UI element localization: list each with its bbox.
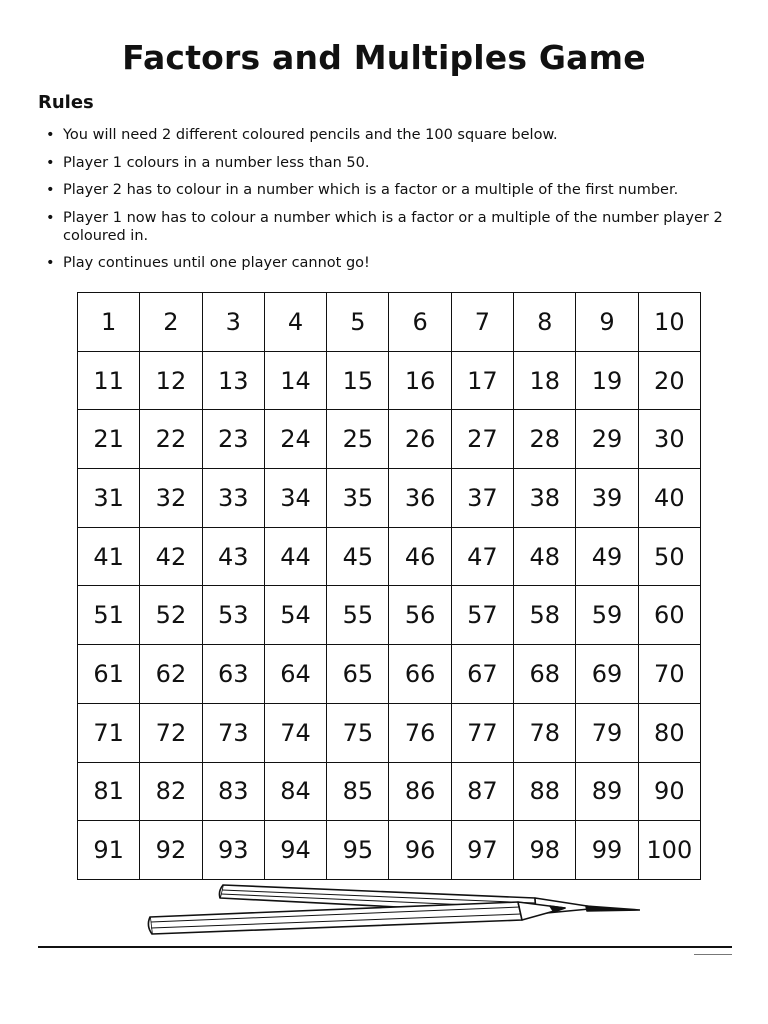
grid-cell[interactable]: 3 — [202, 293, 264, 352]
grid-cell[interactable]: 16 — [389, 351, 451, 410]
grid-cell[interactable]: 63 — [202, 645, 264, 704]
grid-cell[interactable]: 75 — [327, 703, 389, 762]
grid-cell[interactable]: 32 — [140, 469, 202, 528]
grid-cell[interactable]: 78 — [514, 703, 576, 762]
grid-cell[interactable]: 61 — [78, 645, 140, 704]
grid-cell[interactable]: 33 — [202, 469, 264, 528]
grid-cell[interactable]: 31 — [78, 469, 140, 528]
grid-cell[interactable]: 4 — [264, 293, 326, 352]
rule-item: • Play continues until one player cannot go! — [40, 254, 740, 272]
grid-cell[interactable]: 27 — [451, 410, 513, 469]
grid-cell[interactable]: 18 — [514, 351, 576, 410]
rule-item: • Player 2 has to colour in a number which is a factor or a multiple of the first number. — [40, 181, 740, 199]
grid-cell[interactable]: 74 — [264, 703, 326, 762]
grid-cell[interactable]: 24 — [264, 410, 326, 469]
grid-cell[interactable]: 14 — [264, 351, 326, 410]
grid-cell[interactable]: 79 — [576, 703, 638, 762]
grid-cell[interactable]: 5 — [327, 293, 389, 352]
grid-cell[interactable]: 2 — [140, 293, 202, 352]
grid-cell[interactable]: 93 — [202, 821, 264, 880]
grid-cell[interactable]: 70 — [638, 645, 700, 704]
page-title: Factors and Multiples Game — [122, 38, 646, 77]
grid-cell[interactable]: 94 — [264, 821, 326, 880]
grid-cell[interactable]: 83 — [202, 762, 264, 821]
grid-cell[interactable]: 90 — [638, 762, 700, 821]
grid-cell[interactable]: 8 — [514, 293, 576, 352]
grid-cell[interactable]: 53 — [202, 586, 264, 645]
grid-cell[interactable]: 43 — [202, 527, 264, 586]
grid-cell[interactable]: 89 — [576, 762, 638, 821]
grid-cell[interactable]: 48 — [514, 527, 576, 586]
grid-cell[interactable]: 55 — [327, 586, 389, 645]
grid-cell[interactable]: 35 — [327, 469, 389, 528]
grid-cell[interactable]: 20 — [638, 351, 700, 410]
grid-cell[interactable]: 46 — [389, 527, 451, 586]
grid-cell[interactable]: 67 — [451, 645, 513, 704]
grid-cell[interactable]: 50 — [638, 527, 700, 586]
grid-cell[interactable]: 41 — [78, 527, 140, 586]
grid-cell[interactable]: 23 — [202, 410, 264, 469]
grid-cell[interactable]: 17 — [451, 351, 513, 410]
grid-row — [78, 293, 701, 352]
grid-cell[interactable]: 10 — [638, 293, 700, 352]
rules-list — [40, 126, 740, 282]
grid-cell[interactable]: 99 — [576, 821, 638, 880]
grid-cell[interactable]: 84 — [264, 762, 326, 821]
grid-cell[interactable]: 12 — [140, 351, 202, 410]
rule-item: • Player 1 colours in a number less than 50. — [40, 154, 740, 172]
grid-cell[interactable]: 29 — [576, 410, 638, 469]
rule-item: • You will need 2 different coloured pencils and the 100 square below. — [40, 126, 740, 144]
grid-cell[interactable]: 54 — [264, 586, 326, 645]
grid-cell[interactable]: 69 — [576, 645, 638, 704]
grid-row — [78, 586, 701, 645]
grid-cell[interactable]: 11 — [78, 351, 140, 410]
footer-divider — [38, 946, 732, 948]
grid-cell[interactable]: 37 — [451, 469, 513, 528]
grid-cell[interactable]: 38 — [514, 469, 576, 528]
grid-cell[interactable]: 36 — [389, 469, 451, 528]
grid-cell[interactable]: 65 — [327, 645, 389, 704]
grid-cell[interactable]: 15 — [327, 351, 389, 410]
grid-cell[interactable]: 72 — [140, 703, 202, 762]
grid-cell[interactable]: 56 — [389, 586, 451, 645]
grid-cell[interactable]: 30 — [638, 410, 700, 469]
grid-cell[interactable]: 39 — [576, 469, 638, 528]
grid-cell[interactable]: 21 — [78, 410, 140, 469]
grid-cell[interactable]: 40 — [638, 469, 700, 528]
grid-cell[interactable]: 26 — [389, 410, 451, 469]
grid-cell[interactable]: 62 — [140, 645, 202, 704]
grid-cell[interactable]: 97 — [451, 821, 513, 880]
grid-cell[interactable]: 42 — [140, 527, 202, 586]
grid-cell[interactable]: 100 — [638, 821, 700, 880]
grid-cell[interactable]: 82 — [140, 762, 202, 821]
grid-cell[interactable]: 19 — [576, 351, 638, 410]
grid-cell[interactable]: 80 — [638, 703, 700, 762]
grid-cell[interactable]: 1 — [78, 293, 140, 352]
grid-cell[interactable]: 86 — [389, 762, 451, 821]
grid-cell[interactable]: 7 — [451, 293, 513, 352]
grid-row — [78, 351, 701, 410]
grid-cell[interactable]: 6 — [389, 293, 451, 352]
grid-cell[interactable]: 96 — [389, 821, 451, 880]
grid-row — [78, 410, 701, 469]
grid-cell[interactable]: 49 — [576, 527, 638, 586]
grid-cell[interactable]: 52 — [140, 586, 202, 645]
grid-cell[interactable]: 28 — [514, 410, 576, 469]
grid-cell[interactable]: 51 — [78, 586, 140, 645]
grid-row — [78, 527, 701, 586]
grid-row — [78, 645, 701, 704]
grid-cell[interactable]: 68 — [514, 645, 576, 704]
grid-cell[interactable]: 71 — [78, 703, 140, 762]
grid-cell[interactable]: 44 — [264, 527, 326, 586]
grid-row — [78, 821, 701, 880]
grid-cell[interactable]: 76 — [389, 703, 451, 762]
grid-cell[interactable]: 98 — [514, 821, 576, 880]
grid-cell[interactable]: 47 — [451, 527, 513, 586]
grid-row — [78, 469, 701, 528]
footer-mark — [694, 954, 732, 955]
grid-cell[interactable]: 73 — [202, 703, 264, 762]
grid-cell[interactable]: 13 — [202, 351, 264, 410]
grid-cell[interactable]: 85 — [327, 762, 389, 821]
grid-cell[interactable]: 57 — [451, 586, 513, 645]
grid-cell[interactable]: 59 — [576, 586, 638, 645]
grid-cell[interactable]: 60 — [638, 586, 700, 645]
grid-cell[interactable]: 22 — [140, 410, 202, 469]
hundred-square-grid — [77, 292, 701, 880]
grid-cell[interactable]: 45 — [327, 527, 389, 586]
grid-cell[interactable]: 66 — [389, 645, 451, 704]
grid-row — [78, 762, 701, 821]
grid-cell[interactable]: 88 — [514, 762, 576, 821]
grid-cell[interactable]: 87 — [451, 762, 513, 821]
grid-cell[interactable]: 81 — [78, 762, 140, 821]
grid-cell[interactable]: 77 — [451, 703, 513, 762]
grid-cell[interactable]: 9 — [576, 293, 638, 352]
two-pencils-icon — [140, 876, 640, 940]
grid-row — [78, 703, 701, 762]
grid-cell[interactable]: 25 — [327, 410, 389, 469]
grid-cell[interactable]: 58 — [514, 586, 576, 645]
grid-cell[interactable]: 95 — [327, 821, 389, 880]
grid-cell[interactable]: 64 — [264, 645, 326, 704]
grid-cell[interactable]: 92 — [140, 821, 202, 880]
grid-cell[interactable]: 91 — [78, 821, 140, 880]
rules-heading: Rules — [38, 92, 94, 113]
grid-cell[interactable]: 34 — [264, 469, 326, 528]
rule-item: • Player 1 now has to colour a number which is a factor or a multiple of the number player 2 coloured in. — [40, 209, 740, 245]
